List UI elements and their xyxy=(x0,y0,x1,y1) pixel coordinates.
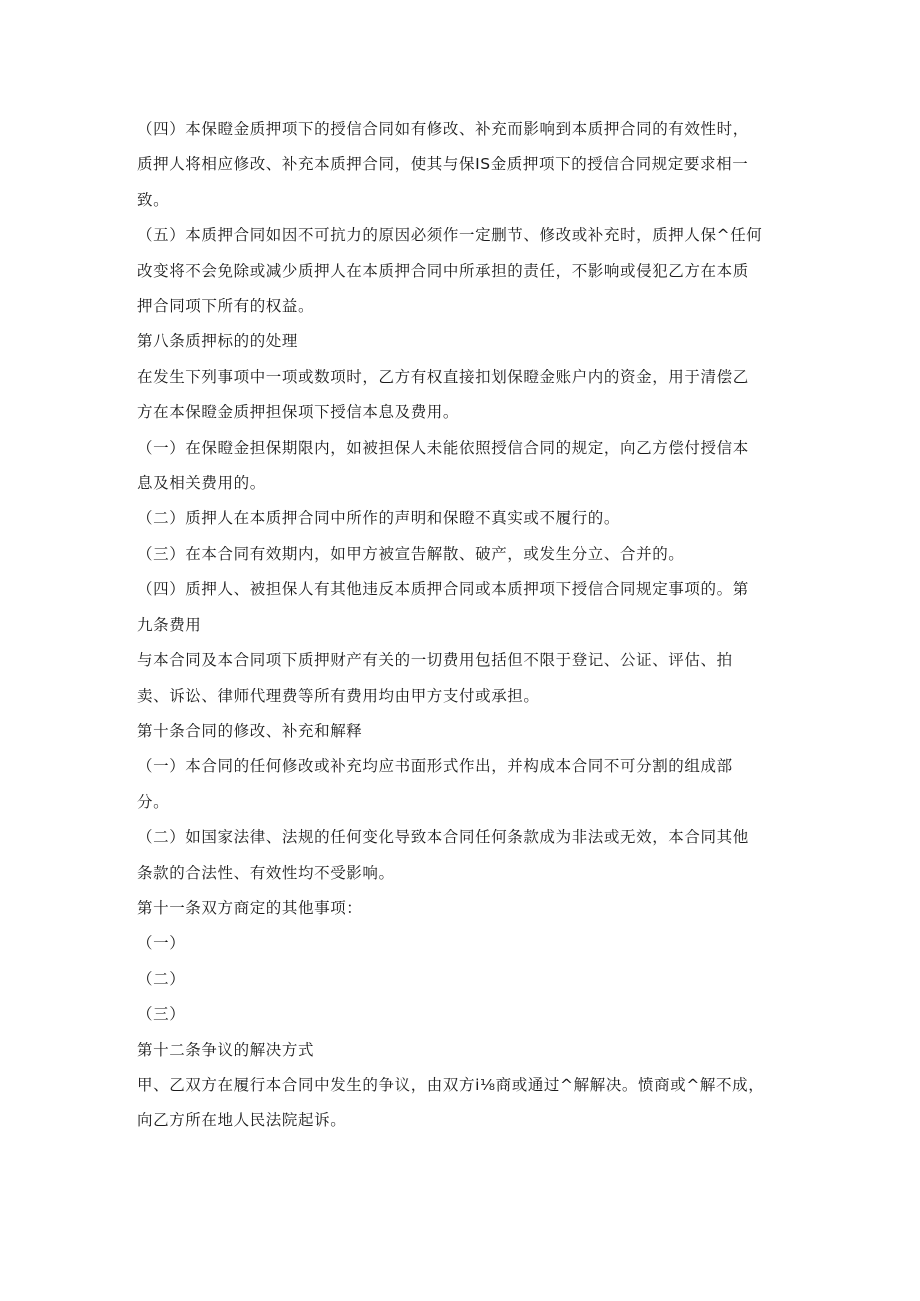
text-line: 质押人将相应修改、补充本质押合同，使其与保IS金质押项下的授信合同规定要求相一 xyxy=(137,155,749,174)
text-line: 卖、诉讼、律师代理费等所有费用均由甲方支付或承担。 xyxy=(137,686,540,705)
list-item-blank: （三） xyxy=(137,1005,186,1024)
text-line: 条款的合法性、有效性均不受影响。 xyxy=(137,863,395,882)
document-body xyxy=(137,112,792,1139)
text-line: （二）质押人在本质押合同中所作的声明和保瞪不真实或不履行的。 xyxy=(137,509,621,528)
section-heading: 第十二条争议的解决方式 xyxy=(137,1040,315,1059)
text-line: 甲、乙双方在履行本合同中发生的争议，由双方i⅛商或通过^解解决。愤商或^解不成， xyxy=(137,1075,765,1094)
text-line: 致。 xyxy=(137,190,170,209)
section-heading: 九条费用 xyxy=(137,615,202,634)
text-line: （二）如国家法律、法规的任何变化导致本合同任何条款成为非法或无效，本合同其他 xyxy=(137,828,749,847)
section-heading: 第八条质押标的的处理 xyxy=(137,332,299,351)
text-line: （五）本质押合同如因不可抗力的原因必须作一定删节、修改或补充时，质押人保^任何 xyxy=(137,226,763,245)
text-line: 分。 xyxy=(137,792,170,811)
text-line: 方在本保瞪金质押担保项下授信本息及费用。 xyxy=(137,403,460,422)
text-line: 押合同项下所有的权益。 xyxy=(137,297,315,316)
text-line: （四）本保瞪金质押项下的授信合同如有修改、补充而影响到本质押合同的有效性时， xyxy=(137,120,749,138)
text-line: 改变将不会免除或减少质押人在本质押合同中所承担的责任，不影响或侵犯乙方在本质 xyxy=(137,261,749,280)
text-line: （四）质押人、被担保人有其他违反本质押合同或本质押项下授信合同规定事项的。第 xyxy=(137,580,749,599)
text-line: 与本合同及本合同项下质押财产有关的一切费用包括但不限于登记、公证、评估、拍 xyxy=(137,651,733,670)
text-line: （三）在本合同有效期内，如甲方被宣告解散、破产，或发生分立、合并的。 xyxy=(137,544,685,563)
list-item-blank: （一） xyxy=(137,934,186,953)
text-line: （一）在保瞪金担保期限内，如被担保人未能依照授信合同的规定，向乙方偿付授信本 xyxy=(137,438,749,457)
section-heading: 第十条合同的修改、补充和解释 xyxy=(137,721,363,740)
text-line: （一）本合同的任何修改或补充均应书面形式作出，并构成本合同不可分割的组成部 xyxy=(137,757,733,776)
section-heading: 第十一条双方商定的其他事项： xyxy=(137,898,363,917)
list-item-blank: （二） xyxy=(137,969,186,988)
text-line: 在发生下列事项中一项或数项时，乙方有权直接扣划保瞪金账户内的资金，用于清偿乙 xyxy=(137,367,749,386)
text-line: 向乙方所在地人民法院起诉。 xyxy=(137,1111,347,1130)
text-line: 息及相关费用的。 xyxy=(137,474,266,493)
